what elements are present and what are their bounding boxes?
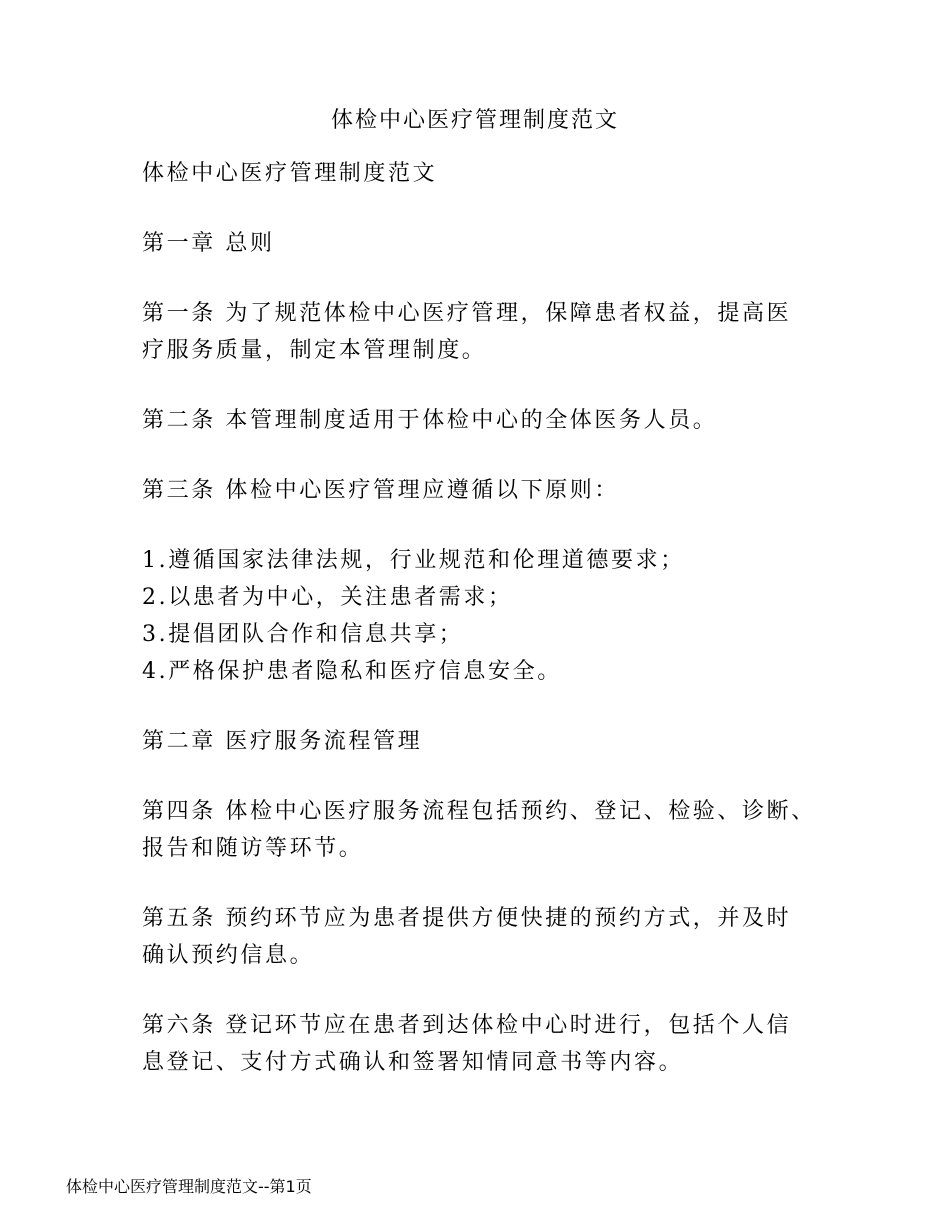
text-line: 第四条 体检中心医疗服务流程包括预约、登记、检验、诊断、	[142, 799, 816, 824]
document-title: 体检中心医疗管理制度范文	[330, 108, 619, 133]
text-line: 疗服务质量，制定本管理制度。	[142, 338, 487, 363]
text-line: 息登记、支付方式确认和签署知情同意书等内容。	[142, 1050, 684, 1075]
text-line: 第一条 为了规范体检中心医疗管理，保障患者权益，提高医	[142, 301, 792, 326]
text-line: 第二条 本管理制度适用于体检中心的全体医务人员。	[142, 408, 718, 433]
page-footer: 体检中心医疗管理制度范文--第1页	[66, 1177, 312, 1196]
text-line: 第六条 登记环节应在患者到达体检中心时进行，包括个人信	[142, 1013, 792, 1038]
text-line: 第一章 总则	[142, 231, 275, 256]
text-line: 体检中心医疗管理制度范文	[142, 161, 438, 186]
text-line: 第二章 医疗服务流程管理	[142, 729, 423, 754]
article-paragraph	[142, 1007, 842, 1081]
principle-list	[142, 542, 842, 690]
article-paragraph	[142, 900, 842, 974]
chapter-heading	[142, 723, 842, 760]
chapter-heading	[142, 225, 842, 262]
list-item: 1.遵循国家法律法规，行业规范和伦理道德要求；	[142, 548, 685, 573]
list-item: 2.以患者为中心，关注患者需求；	[142, 585, 513, 610]
text-line: 确认预约信息。	[142, 943, 315, 968]
list-item: 4.严格保护患者隐私和医疗信息安全。	[142, 659, 562, 684]
text-line: 报告和随访等环节。	[142, 836, 364, 861]
article-paragraph	[142, 793, 842, 867]
text-line: 第三条 体检中心医疗管理应遵循以下原则：	[142, 478, 619, 503]
text-line: 第五条 预约环节应为患者提供方便快捷的预约方式，并及时	[142, 906, 792, 931]
list-item: 3.提倡团队合作和信息共享；	[142, 622, 464, 647]
article-paragraph	[142, 295, 842, 369]
document-body	[142, 155, 842, 1081]
paragraph-heading	[142, 155, 842, 192]
article-paragraph	[142, 402, 842, 439]
article-paragraph	[142, 472, 842, 509]
